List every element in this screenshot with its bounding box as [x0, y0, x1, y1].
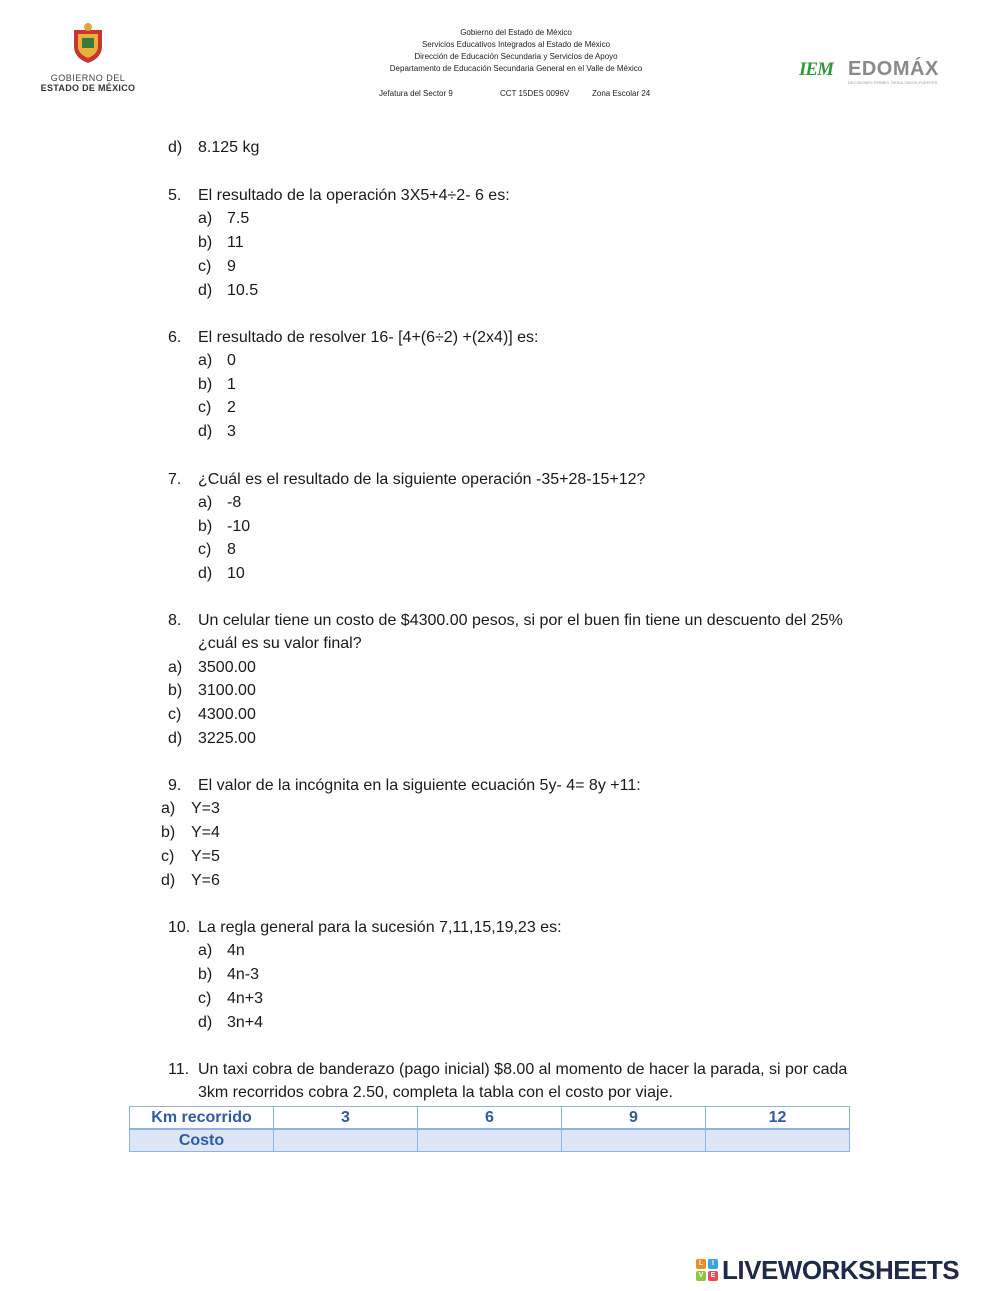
option-text: 3n+4	[227, 1014, 264, 1031]
option-label: a)	[198, 494, 213, 511]
option-label: d)	[168, 139, 183, 156]
edomex-logo: EDOMÁX	[848, 58, 939, 80]
q7-option-b	[0, 517, 1000, 537]
option-label: b)	[161, 824, 176, 841]
question-text: El valor de la incógnita en la siguiente ecuación 5y- 4= 8y +11:	[198, 777, 641, 794]
q5-option-a	[0, 209, 1000, 229]
q9-option-d	[0, 871, 1000, 891]
q8-option-b	[0, 681, 1000, 701]
q5-option-c	[0, 257, 1000, 277]
question-text: El resultado de la operación 3X5+4÷2- 6 es:	[198, 187, 510, 204]
q7-option-c	[0, 540, 1000, 560]
header-cct: CCT 15DES 0096V	[500, 89, 570, 98]
logo-tile: V	[696, 1271, 706, 1281]
option-label: b)	[198, 518, 213, 535]
q10-option-b	[0, 965, 1000, 985]
logo-tile: L	[696, 1259, 706, 1269]
question-number: 9.	[168, 777, 182, 794]
question-number: 6.	[168, 329, 182, 346]
option-label: d)	[198, 282, 213, 299]
header-line: Dirección de Educación Secundaria y Servicios de Apoyo	[414, 52, 618, 61]
option-label: b)	[198, 376, 213, 393]
q6-option-d	[0, 422, 1000, 442]
q5-option-b	[0, 233, 1000, 253]
gov-line1: GOBIERNO DEL	[50, 73, 126, 83]
option-label: d)	[198, 423, 213, 440]
taxi-cost-table	[129, 1106, 850, 1152]
question-text: ¿Cuál es el resultado de la siguiente operación -35+28-15+12?	[198, 471, 646, 488]
liveworksheets-brand	[696, 1256, 959, 1284]
table-header-km: Km recorrido	[130, 1107, 274, 1130]
option-label: a)	[161, 800, 176, 817]
answer-cell-3km[interactable]	[274, 1129, 418, 1152]
option-text: 7.5	[227, 210, 250, 227]
option-text: 3	[227, 423, 236, 440]
q8-stem-line2	[0, 634, 1000, 654]
option-label: d)	[161, 872, 176, 889]
question-text: Un taxi cobra de banderazo (pago inicial) $8.00 al momento de hacer la parada, si por cada	[198, 1061, 848, 1078]
question-number: 10.	[168, 919, 191, 936]
q11-stem	[0, 1060, 1000, 1080]
q10-option-d	[0, 1013, 1000, 1033]
option-label: a)	[198, 210, 213, 227]
option-text: Y=5	[191, 848, 220, 865]
table-header-cell: 12	[706, 1107, 850, 1130]
option-label: b)	[168, 682, 183, 699]
option-text: 10	[227, 565, 245, 582]
q7-option-a	[0, 493, 1000, 513]
q9-option-b	[0, 823, 1000, 843]
header-institution	[320, 27, 712, 75]
question-text: ¿cuál es su valor final?	[198, 635, 362, 652]
question-text: La regla general para la sucesión 7,11,15,19,23 es:	[198, 919, 562, 936]
question-text: 3km recorridos cobra 2.50, completa la tabla con el costo por viaje.	[198, 1084, 673, 1101]
option-text: 8	[227, 541, 236, 558]
table-row	[130, 1107, 850, 1130]
header-zona: Zona Escolar 24	[592, 89, 651, 98]
q10-stem	[0, 918, 1000, 938]
option-label: c)	[198, 399, 212, 416]
liveworksheets-text: LIVEWORKSHEETS	[722, 1254, 960, 1285]
option-text: 4300.00	[198, 706, 256, 723]
q7-option-d	[0, 564, 1000, 584]
option-text: 1	[227, 376, 236, 393]
header-jefatura: Jefatura del Sector 9	[379, 89, 453, 98]
option-text: 3100.00	[198, 682, 256, 699]
q5-option-d	[0, 281, 1000, 301]
option-text: 11	[227, 234, 244, 251]
option-text: 4n-3	[227, 966, 260, 983]
q4-option-d	[0, 138, 1000, 158]
table-row	[130, 1129, 850, 1152]
option-label: c)	[161, 848, 175, 865]
table-header-cell: 9	[562, 1107, 706, 1130]
option-text: 4n+3	[227, 990, 264, 1007]
q9-stem	[0, 776, 1000, 796]
q6-stem	[0, 328, 1000, 348]
option-label: c)	[198, 258, 212, 275]
option-text: 3225.00	[198, 730, 256, 747]
option-text: 4n	[227, 942, 245, 959]
q7-stem	[0, 470, 1000, 490]
option-label: c)	[198, 541, 212, 558]
option-text: -8	[227, 494, 242, 511]
q9-option-a	[0, 799, 1000, 819]
option-label: d)	[198, 1014, 213, 1031]
option-text: 10.5	[227, 282, 259, 299]
q8-option-d	[0, 729, 1000, 749]
header-line: Departamento de Educación Secundaria General en el Valle de México	[389, 64, 643, 73]
question-text: Un celular tiene un costo de $4300.00 pesos, si por el buen fin tiene un descuento del 25%	[198, 612, 843, 629]
iem-logo: IEM	[799, 59, 833, 80]
option-text: 3500.00	[198, 659, 256, 676]
header-line: Servicios Educativos Integrados al Estado de México	[421, 40, 611, 49]
option-label: b)	[198, 966, 213, 983]
option-text: 8.125 kg	[198, 139, 260, 156]
q6-option-c	[0, 398, 1000, 418]
gov-line2: ESTADO DE MÉXICO	[40, 83, 136, 93]
q10-option-a	[0, 941, 1000, 961]
option-text: 0	[227, 352, 236, 369]
table-header-cell: 3	[274, 1107, 418, 1130]
option-text: Y=4	[191, 824, 220, 841]
logo-tile: I	[708, 1259, 718, 1269]
option-text: Y=3	[191, 800, 220, 817]
q9-option-c	[0, 847, 1000, 867]
question-number: 11.	[168, 1061, 190, 1078]
table-header-cell: 6	[418, 1107, 562, 1130]
option-label: c)	[168, 706, 182, 723]
option-label: a)	[168, 659, 183, 676]
q6-option-a	[0, 351, 1000, 371]
option-label: c)	[198, 990, 212, 1007]
question-number: 7.	[168, 471, 182, 488]
q5-stem	[0, 186, 1000, 206]
q11-stem-line2	[0, 1083, 1000, 1103]
option-text: 9	[227, 258, 236, 275]
option-label: a)	[198, 942, 213, 959]
option-label: d)	[198, 565, 213, 582]
option-label: a)	[198, 352, 213, 369]
logo-tile: E	[708, 1271, 718, 1281]
q8-option-c	[0, 705, 1000, 725]
q10-option-c	[0, 989, 1000, 1009]
option-text: Y=6	[191, 872, 220, 889]
question-number: 8.	[168, 612, 182, 629]
answer-cell-12km[interactable]	[706, 1129, 850, 1152]
edomex-tagline: DECISIONES FIRMES, RESULTADOS FUERTES.	[848, 80, 939, 85]
option-label: d)	[168, 730, 183, 747]
header-line: Gobierno del Estado de México	[460, 28, 572, 37]
option-text: -10	[227, 518, 251, 535]
gobierno-logo	[28, 22, 148, 93]
q6-option-b	[0, 375, 1000, 395]
question-text: El resultado de resolver 16- [4+(6÷2) +(2x4)] es:	[198, 329, 539, 346]
q8-option-a	[0, 658, 1000, 678]
answer-cell-6km[interactable]	[418, 1129, 562, 1152]
answer-cell-9km[interactable]	[562, 1129, 706, 1152]
option-label: b)	[198, 234, 213, 251]
question-number: 5.	[168, 187, 182, 204]
q8-stem	[0, 611, 1000, 631]
table-header-costo: Costo	[130, 1129, 274, 1152]
option-text: 2	[227, 399, 236, 416]
coat-of-arms-icon	[70, 22, 106, 64]
liveworksheets-logo-icon	[696, 1259, 718, 1281]
